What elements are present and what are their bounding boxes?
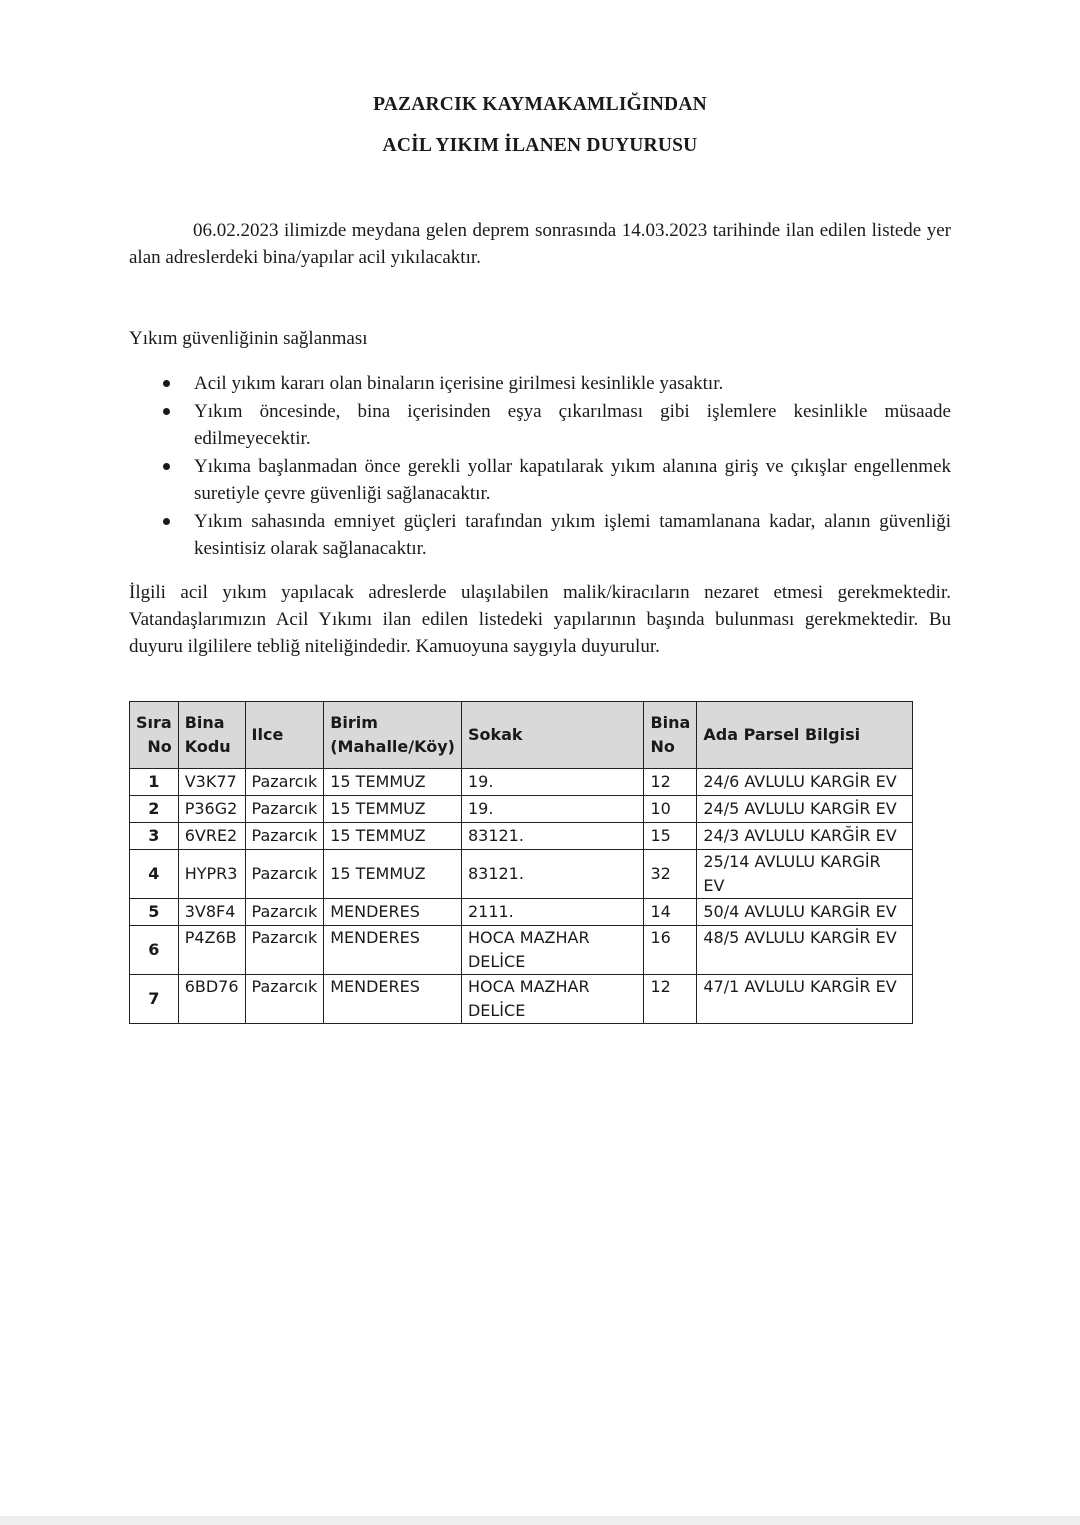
cell-birim: 15 TEMMUZ (324, 769, 462, 796)
cell-ada: 24/3 AVLULU KARĞİR EV (697, 823, 913, 850)
table-row (130, 975, 913, 1024)
bullet-icon (163, 463, 170, 470)
cell-ilce: Pazarcık (245, 975, 324, 1024)
cell-birim: MENDERES (324, 926, 462, 975)
table-header-row (130, 702, 913, 769)
table-row (130, 796, 913, 823)
cell-bina-no: 12 (644, 975, 697, 1024)
cell-sira: 6 (130, 926, 179, 975)
cell-ilce: Pazarcık (245, 769, 324, 796)
cell-bina-no: 10 (644, 796, 697, 823)
cell-ada: 25/14 AVLULU KARGİR EV (697, 850, 913, 899)
cell-kod: 6VRE2 (178, 823, 245, 850)
cell-sira: 7 (130, 975, 179, 1024)
safety-heading: Yıkım güvenliğinin sağlanması (129, 328, 368, 349)
bullet-text: Yıkıma başlanmadan önce gerekli yollar kapatılarak yıkım alanına giriş ve çıkışlar engellenmek suretiyle çevre güvenliği sağlanacaktır. (194, 456, 951, 504)
bullet-icon (163, 518, 170, 525)
cell-sokak: 2111. (461, 899, 644, 926)
page-bottom-edge (0, 1516, 1080, 1525)
cell-bina-no: 12 (644, 769, 697, 796)
header-sira-no: Sıra No (130, 702, 179, 769)
header-ilce: Ilce (245, 702, 324, 769)
cell-ada: 48/5 AVLULU KARGİR EV (697, 926, 913, 975)
header-bina-no: Bina No (644, 702, 697, 769)
cell-bina-no: 16 (644, 926, 697, 975)
header-ada-parsel: Ada Parsel Bilgisi (697, 702, 913, 769)
cell-ilce: Pazarcık (245, 823, 324, 850)
cell-bina-no: 14 (644, 899, 697, 926)
cell-bina-no: 15 (644, 823, 697, 850)
intro-paragraph: 06.02.2023 ilimizde meydana gelen deprem sonrasında 14.03.2023 tarihinde ilan edilen listede yer alan adreslerdeki bina/yapılar acil yıkılacaktır. (129, 220, 951, 268)
safety-bullet-list (129, 370, 951, 563)
cell-ilce: Pazarcık (245, 850, 324, 899)
cell-kod: HYPR3 (178, 850, 245, 899)
table-row (130, 823, 913, 850)
cell-ada: 47/1 AVLULU KARGİR EV (697, 975, 913, 1024)
cell-birim: 15 TEMMUZ (324, 850, 462, 899)
cell-ilce: Pazarcık (245, 899, 324, 926)
cell-birim: MENDERES (324, 975, 462, 1024)
cell-kod: 6BD76 (178, 975, 245, 1024)
bullet-item (129, 508, 951, 562)
bullet-text: Yıkım sahasında emniyet güçleri tarafından yıkım işlemi tamamlanana kadar, alanın güvenliği kesintisiz olarak sağlanacaktır. (194, 511, 951, 559)
cell-kod: 3V8F4 (178, 899, 245, 926)
cell-sira: 1 (130, 769, 179, 796)
table-row (130, 850, 913, 899)
bullet-item (129, 370, 951, 397)
bullet-icon (163, 380, 170, 387)
bullet-item (129, 398, 951, 452)
closing-paragraph: İlgili acil yıkım yapılacak adreslerde ulaşılabilen malik/kiracıların nezaret etmesi gerekmektedir. Vatandaşlarımızın Acil Yıkımı ilan edilen listedeki yapılarının başında bulunması gerekmektedir. Bu duyuru ilgililere tebliğ niteliğindedir. Kamuoyuna saygıyla duyurulur. (129, 582, 951, 657)
cell-sira: 5 (130, 899, 179, 926)
cell-ilce: Pazarcık (245, 926, 324, 975)
bullet-icon (163, 408, 170, 415)
table-row (130, 926, 913, 975)
cell-birim: MENDERES (324, 899, 462, 926)
table-row (130, 769, 913, 796)
document-subtitle: ACİL YIKIM İLANEN DUYURUSU (382, 135, 698, 156)
cell-sira: 2 (130, 796, 179, 823)
cell-birim: 15 TEMMUZ (324, 796, 462, 823)
cell-sokak: HOCA MAZHAR DELİCE (461, 975, 644, 1024)
bullet-item (129, 453, 951, 507)
document-title: PAZARCIK KAYMAKAMLIĞINDAN (373, 94, 707, 115)
cell-sira: 3 (130, 823, 179, 850)
cell-ada: 24/5 AVLULU KARGİR EV (697, 796, 913, 823)
bullet-text: Acil yıkım kararı olan binaların içerisine girilmesi kesinlikle yasaktır. (194, 373, 724, 394)
cell-kod: P36G2 (178, 796, 245, 823)
cell-bina-no: 32 (644, 850, 697, 899)
cell-sokak: HOCA MAZHAR DELİCE (461, 926, 644, 975)
cell-sira: 4 (130, 850, 179, 899)
cell-ilce: Pazarcık (245, 796, 324, 823)
cell-ada: 50/4 AVLULU KARGİR EV (697, 899, 913, 926)
header-bina-kodu: Bina Kodu (178, 702, 245, 769)
table-row (130, 899, 913, 926)
cell-ada: 24/6 AVLULU KARGİR EV (697, 769, 913, 796)
cell-kod: V3K77 (178, 769, 245, 796)
cell-sokak: 83121. (461, 850, 644, 899)
demolition-table (129, 701, 913, 1024)
header-birim: Birim (Mahalle/Köy) (324, 702, 462, 769)
bullet-text: Yıkım öncesinde, bina içerisinden eşya çıkarılması gibi işlemlere kesinlikle müsaade edilmeyecektir. (194, 401, 951, 449)
cell-birim: 15 TEMMUZ (324, 823, 462, 850)
header-sokak: Sokak (461, 702, 644, 769)
cell-sokak: 19. (461, 796, 644, 823)
cell-sokak: 19. (461, 769, 644, 796)
cell-sokak: 83121. (461, 823, 644, 850)
cell-kod: P4Z6B (178, 926, 245, 975)
